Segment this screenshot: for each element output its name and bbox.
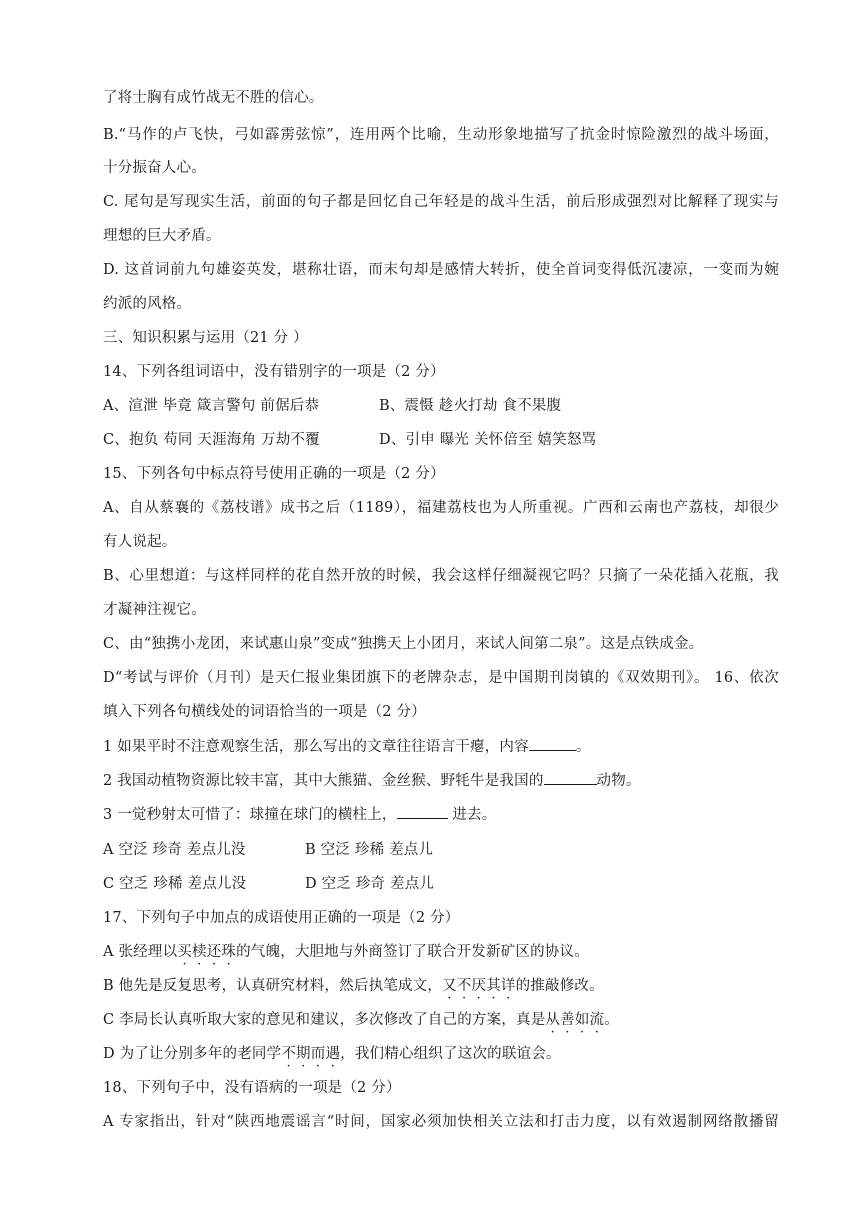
dotted-char: 其 [486,978,501,994]
sentence-text: C 李局长认真听取大家的意见和建议，多次修改了自己的方案，真是 [103,1012,546,1028]
text-line: 了将士胸有成竹战无不胜的信心。 [103,90,324,106]
question-16: 填入下列各句横线处的词语恰当的一项是（2 分） [103,704,426,720]
dotted-char: 而 [310,1046,326,1062]
q17-option-b [103,976,604,996]
dotted-char: 如 [574,1012,590,1028]
dotted-char: 不 [281,1046,297,1062]
sentence-text: 动物。 [596,773,641,789]
dotted-char: 还 [206,944,222,960]
fill-blank [544,770,597,785]
sentence-text: 进去。 [447,807,497,823]
dotted-char: 珠 [221,944,237,960]
dotted-char: 善 [560,1012,575,1028]
sentence-text: A 张经理以 [103,944,178,960]
sentence-text: 3 一觉秒射太可惜了：球撞在球门的横柱上， [103,807,397,823]
sentence-text: ，我们精心组织了这次的联谊会。 [340,1046,561,1062]
q15-option-d: D“考试与评价（月刊）是天仁报业集团旗下的老牌杂志，是中国期刊岗镇的《双效期刊》。 16、依次 [103,670,779,686]
q18-option-a: A 专家指出，针对“陕西地震谣言“时间，国家必须加快相关立法和打击力度，以有效遏制网络散播留 [103,1114,779,1130]
q15-option-c: C、由“独携小龙团，来试惠山泉”变成“独携天上小团月，来试人间第二泉”。这是点铁成金。 [103,636,704,652]
q15-option-a: A、自从蔡襄的《荔枝谱》成书之后（1189），福建荔枝也为人所重视。广西和云南也产荔枝，却很少 [103,500,779,516]
dotted-char: 从 [545,1012,561,1028]
text-line: 才凝神注视它。 [103,602,206,618]
dotted-char: 厌 [471,978,487,994]
q16-option-b: B 空泛 珍稀 差点儿 [305,842,434,858]
text-line: 约派的风格。 [103,296,192,312]
q17-option-a [103,942,589,962]
dotted-char: 椟 [191,944,207,960]
q16-sentence-3 [103,804,496,825]
sentence-text: 的推敲修改。 [515,978,604,994]
q17-option-d [103,1044,561,1064]
question-14: 14、下列各组词语中，没有错别字的一项是（2 分） [103,364,445,380]
dotted-char: 流 [589,1012,605,1028]
q14-option-a: A、渲泄 毕竟 箴言警句 前倨后恭 [103,398,320,414]
text-line: 理想的巨大矛盾。 [103,228,221,244]
q16-sentence-1 [103,736,591,757]
q16-sentence-2 [103,770,641,791]
q15-option-b: B、心里想道：与这样同样的花自然开放的时候，我会这样仔细凝视它吗？只摘了一朵花插入花瓶，我 [103,568,779,584]
question-17: 17、下列句子中加点的成语使用正确的一项是（2 分） [103,910,460,926]
q17-option-c [103,1010,619,1030]
dotted-char: 详 [500,978,516,994]
sentence-text: 2 我国动植物资源比较丰富，其中大熊猫、金丝猴、野牦牛是我国的 [103,773,544,789]
sentence-text: 1 如果平时不注意观察生活，那么写出的文章往往语言干瘪，内容 [103,739,529,755]
q16-option-c: C 空乏 珍稀 差点儿没 [103,876,247,892]
section-heading: 三、知识积累与运用（21 分 ） [103,330,308,346]
question-15: 15、下列各句中标点符号使用正确的一项是（2 分） [103,466,445,482]
sentence-text: 的气魄，大胆地与外商签订了联合开发新矿区的协议。 [236,944,589,960]
dotted-char: 买 [177,944,192,960]
dotted-char: 不 [456,978,472,994]
sentence-text: 。 [575,739,591,755]
fill-blank [397,804,448,819]
option-c-line: C. 尾句是写现实生活，前面的句子都是回忆自己年轻是的战斗生活，前后形成强烈对比解释了现实与 [103,194,779,210]
sentence-text: D 为了让分别多年的老同学 [103,1046,282,1062]
q16-option-a: A 空泛 珍奇 差点儿没 [103,842,246,858]
text-line: 十分振奋人心。 [103,160,206,176]
q14-option-d: D、引申 曝光 关怀倍至 嬉笑怒骂 [379,432,597,448]
dotted-char: 又 [442,978,457,994]
fill-blank [529,736,576,751]
option-d-line: D. 这首词前九句雄姿英发，堪称壮语，而末句却是感情大转折，使全首词变得低沉凄凉，一变而为婉 [103,262,779,278]
q16-option-d: D 空乏 珍奇 差点儿 [305,876,435,892]
text-line: 有人说起。 [103,534,177,550]
option-b-line: B.“马作的卢飞快，弓如霹雳弦惊”，连用两个比喻，生动形象地描写了抗金时惊险激烈的战斗场面， [103,127,779,143]
q14-option-c: C、抱负 苟同 天涯海角 万劫不覆 [103,432,320,448]
dotted-char: 期 [296,1046,311,1062]
sentence-text: B 他先是反复思考，认真研究材料，然后执笔成文， [103,978,443,994]
sentence-text: 。 [604,1012,619,1028]
q14-option-b: B、震慑 趁火打劫 食不果腹 [379,398,562,414]
question-18: 18、下列句子中，没有语病的一项是（2 分） [103,1080,401,1096]
dotted-char: 遇 [325,1046,341,1062]
